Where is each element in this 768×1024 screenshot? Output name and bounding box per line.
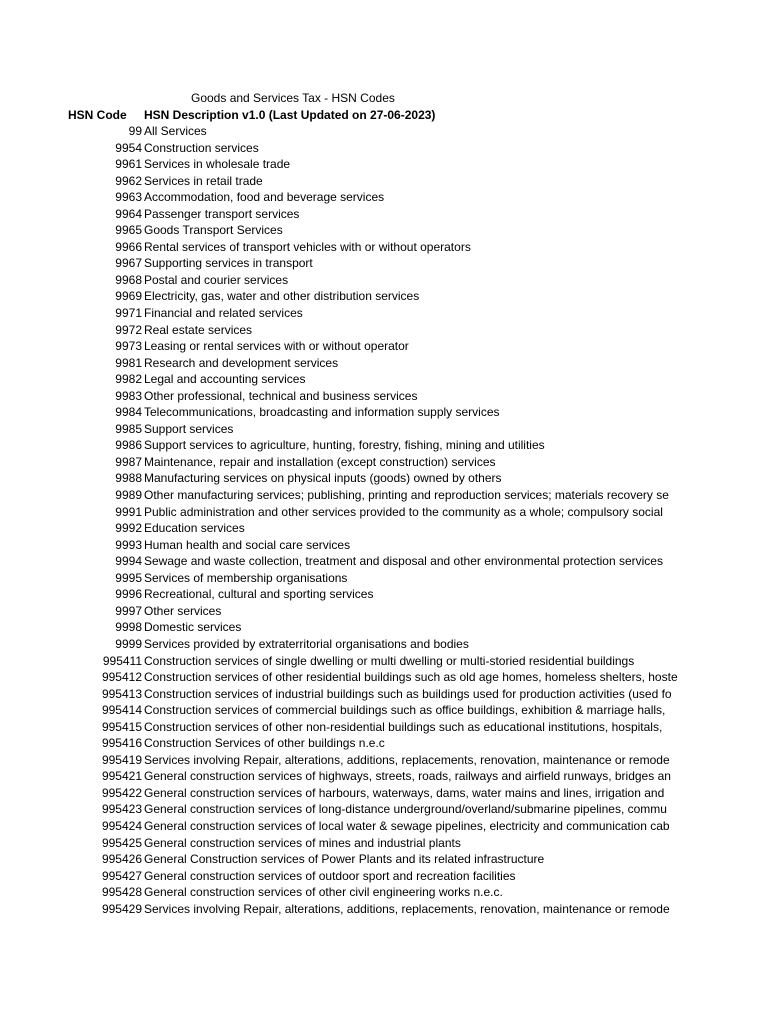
hsn-description-cell: General Construction services of Power Plants and its related infrastructure xyxy=(144,852,545,867)
hsn-code-cell: 9984 xyxy=(115,405,142,420)
hsn-description-cell: General construction services of highways, streets, roads, railways and airfield runways, bridges an xyxy=(144,769,671,784)
hsn-code-cell: 9992 xyxy=(115,521,142,536)
table-row xyxy=(0,239,697,256)
hsn-description-cell: Accommodation, food and beverage services xyxy=(144,190,385,205)
hsn-description-cell: General construction services of mines and industrial plants xyxy=(144,835,461,850)
hsn-description-cell: Construction services of single dwelling or multi dwelling or multi-storied residential buildings xyxy=(144,653,635,668)
hsn-code-cell: 9996 xyxy=(115,587,142,602)
hsn-code-cell: 9964 xyxy=(115,206,142,221)
hsn-description-cell: All Services xyxy=(144,124,207,138)
table-row xyxy=(0,768,697,785)
table-row xyxy=(0,437,697,454)
hsn-description-cell: Financial and related services xyxy=(144,306,303,321)
table-row xyxy=(0,801,697,818)
hsn-code-cell: 995419 xyxy=(101,752,142,767)
hsn-code-cell: 995416 xyxy=(101,736,142,751)
table-row xyxy=(0,901,697,918)
hsn-code-cell: 9963 xyxy=(115,190,142,205)
table-row xyxy=(0,255,697,272)
hsn-code-cell: 995411 xyxy=(102,653,142,668)
hsn-code-cell: 9961 xyxy=(115,157,142,172)
hsn-description-cell: Real estate services xyxy=(144,322,253,337)
hsn-description-cell: Support services to agriculture, hunting, forestry, fishing, mining and utilities xyxy=(144,438,545,453)
hsn-description-cell: Postal and courier services xyxy=(144,272,289,287)
hsn-code-cell: 9967 xyxy=(115,256,142,271)
hsn-description-cell: Support services xyxy=(144,421,234,436)
table-row xyxy=(0,653,697,670)
hsn-description-cell: Other services xyxy=(144,603,222,618)
hsn-description-cell: Public administration and other services provided to the community as a whole; compulsory social xyxy=(144,504,663,519)
table-row xyxy=(0,222,697,239)
document-title: Goods and Services Tax - HSN Codes xyxy=(191,91,395,105)
hsn-description-cell: Construction Services of other buildings n.e.c xyxy=(144,736,385,751)
hsn-description-cell: General construction services of local water & sewage pipelines, electricity and communication cab xyxy=(144,818,670,833)
hsn-code-cell: 9985 xyxy=(115,421,142,436)
table-row xyxy=(0,305,697,322)
hsn-code-cell: 99 xyxy=(128,124,142,138)
hsn-code-cell: 9991 xyxy=(115,504,142,519)
table-row xyxy=(0,868,697,885)
hsn-code-cell: 995429 xyxy=(101,901,142,916)
table-row xyxy=(0,586,697,603)
hsn-description-cell: Services in wholesale trade xyxy=(144,157,291,172)
table-row xyxy=(0,322,697,339)
hsn-description-cell: Services of membership organisations xyxy=(144,570,348,585)
table-row xyxy=(0,537,697,554)
table-row xyxy=(0,470,697,487)
hsn-description-cell: Domestic services xyxy=(144,620,242,635)
hsn-code-cell: 9969 xyxy=(115,289,142,304)
hsn-code-cell: 9986 xyxy=(115,438,142,453)
hsn-code-cell: 9965 xyxy=(115,223,142,238)
hsn-code-cell: 9987 xyxy=(115,454,142,469)
hsn-description-cell: Goods Transport Services xyxy=(144,223,283,238)
hsn-code-cell: 995426 xyxy=(101,852,142,867)
table-row xyxy=(0,818,697,835)
table-header-row xyxy=(0,107,697,123)
hsn-description-cell: Electricity, gas, water and other distribution services xyxy=(144,289,420,304)
hsn-description-cell: Recreational, cultural and sporting services xyxy=(144,587,374,602)
hsn-code-cell: 995414 xyxy=(101,703,142,718)
table-row xyxy=(0,487,697,504)
table-row xyxy=(0,520,697,537)
hsn-code-cell: 9973 xyxy=(115,339,142,354)
hsn-description-cell: Construction services xyxy=(144,140,259,155)
hsn-description-cell: Construction services of other non-residential buildings such as educational institutions, hospitals, xyxy=(144,719,663,734)
hsn-description-cell: Education services xyxy=(144,521,245,536)
table-row xyxy=(0,338,697,355)
hsn-description-cell: Passenger transport services xyxy=(144,206,300,221)
table-row xyxy=(0,686,697,703)
hsn-code-cell: 995421 xyxy=(101,769,142,784)
table-row xyxy=(0,189,697,206)
table-row xyxy=(0,835,697,852)
hsn-description-cell: General construction services of other civil engineering works n.e.c. xyxy=(144,885,503,900)
hsn-description-cell: Maintenance, repair and installation (except construction) services xyxy=(144,454,496,469)
hsn-code-cell: 995415 xyxy=(101,719,142,734)
table-row xyxy=(0,702,697,719)
hsn-description-cell: Supporting services in transport xyxy=(144,256,313,271)
hsn-code-cell: 9981 xyxy=(115,355,142,370)
table-row xyxy=(0,206,697,223)
hsn-code-cell: 9993 xyxy=(115,537,142,552)
hsn-description-cell: Leasing or rental services with or without operator xyxy=(144,339,409,354)
header-hsn-code: HSN Code xyxy=(68,108,127,122)
hsn-description-cell: Telecommunications, broadcasting and information supply services xyxy=(144,405,500,420)
hsn-description-cell: Research and development services xyxy=(144,355,339,370)
table-row xyxy=(0,504,697,521)
hsn-description-cell: Sewage and waste collection, treatment and disposal and other environmental protection services xyxy=(144,554,663,569)
hsn-code-cell: 9999 xyxy=(115,636,142,651)
table-row xyxy=(0,288,697,305)
hsn-code-cell: 9983 xyxy=(115,388,142,403)
table-row xyxy=(0,388,697,405)
hsn-code-cell: 995424 xyxy=(101,818,142,833)
hsn-code-cell: 9968 xyxy=(115,272,142,287)
hsn-description-cell: Construction services of commercial buildings such as office buildings, exhibition & marriage halls, xyxy=(144,703,666,718)
table-row xyxy=(0,371,697,388)
hsn-code-cell: 995413 xyxy=(101,686,142,701)
hsn-description-cell: General construction services of harbours, waterways, dams, water mains and lines, irrigation and xyxy=(144,785,665,800)
table-row xyxy=(0,785,697,802)
table-row xyxy=(0,156,697,173)
hsn-code-cell: 9972 xyxy=(115,322,142,337)
table-row xyxy=(0,454,697,471)
table-row xyxy=(0,851,697,868)
hsn-description-cell: Construction services of industrial buildings such as buildings used for production activities (used fo xyxy=(144,686,672,701)
hsn-code-cell: 9989 xyxy=(115,488,142,503)
table-row xyxy=(0,272,697,289)
hsn-description-cell: Other professional, technical and business services xyxy=(144,388,418,403)
hsn-code-cell: 9971 xyxy=(115,306,142,321)
hsn-code-cell: 9997 xyxy=(115,603,142,618)
hsn-description-cell: Rental services of transport vehicles with or without operators xyxy=(144,239,471,254)
table-row xyxy=(0,404,697,421)
table-row xyxy=(0,140,697,157)
hsn-description-cell: Other manufacturing services; publishing, printing and reproduction services; materials recovery se xyxy=(144,488,669,503)
hsn-description-cell: Construction services of other residential buildings such as old age homes, homeless shelters, hoste xyxy=(144,670,678,685)
hsn-code-cell: 995425 xyxy=(101,835,142,850)
hsn-code-cell: 995422 xyxy=(101,785,142,800)
hsn-code-cell: 9966 xyxy=(115,239,142,254)
hsn-description-cell: Legal and accounting services xyxy=(144,372,306,387)
hsn-code-cell: 9988 xyxy=(115,471,142,486)
hsn-description-cell: Manufacturing services on physical inputs (goods) owned by others xyxy=(144,471,502,486)
table-row xyxy=(0,603,697,620)
hsn-description-cell: Services in retail trade xyxy=(144,173,263,188)
table-row xyxy=(0,553,697,570)
hsn-description-cell: Services provided by extraterritorial organisations and bodies xyxy=(144,636,469,651)
hsn-code-cell: 9962 xyxy=(115,173,142,188)
table-row xyxy=(0,421,697,438)
hsn-code-cell: 9982 xyxy=(115,372,142,387)
table-row xyxy=(0,570,697,587)
table-row xyxy=(0,719,697,736)
table-row xyxy=(0,884,697,901)
hsn-description-cell: General construction services of long-distance underground/overland/submarine pipelines, commu xyxy=(144,802,667,817)
table-row xyxy=(0,636,697,653)
table-row xyxy=(0,123,697,140)
hsn-code-cell: 9994 xyxy=(115,554,142,569)
hsn-code-cell: 995423 xyxy=(101,802,142,817)
table-row xyxy=(0,735,697,752)
table-row xyxy=(0,669,697,686)
hsn-description-cell: General construction services of outdoor sport and recreation facilities xyxy=(144,868,516,883)
table-row xyxy=(0,355,697,372)
header-hsn-description: HSN Description v1.0 (Last Updated on 27-06-2023) xyxy=(144,108,436,122)
table-row xyxy=(0,619,697,636)
hsn-code-cell: 9954 xyxy=(115,140,142,155)
table-row xyxy=(0,752,697,769)
hsn-code-cell: 9998 xyxy=(115,620,142,635)
hsn-table-body xyxy=(0,123,697,917)
hsn-code-cell: 9995 xyxy=(115,570,142,585)
hsn-description-cell: Services involving Repair, alterations, additions, replacements, renovation, maintenance or remode xyxy=(144,752,670,767)
table-row xyxy=(0,173,697,190)
hsn-code-cell: 995427 xyxy=(101,868,142,883)
hsn-code-cell: 995412 xyxy=(101,670,142,685)
hsn-description-cell: Services involving Repair, alterations, additions, replacements, renovation, maintenance or remode xyxy=(144,901,670,916)
hsn-code-cell: 995428 xyxy=(101,885,142,900)
hsn-description-cell: Human health and social care services xyxy=(144,537,351,552)
